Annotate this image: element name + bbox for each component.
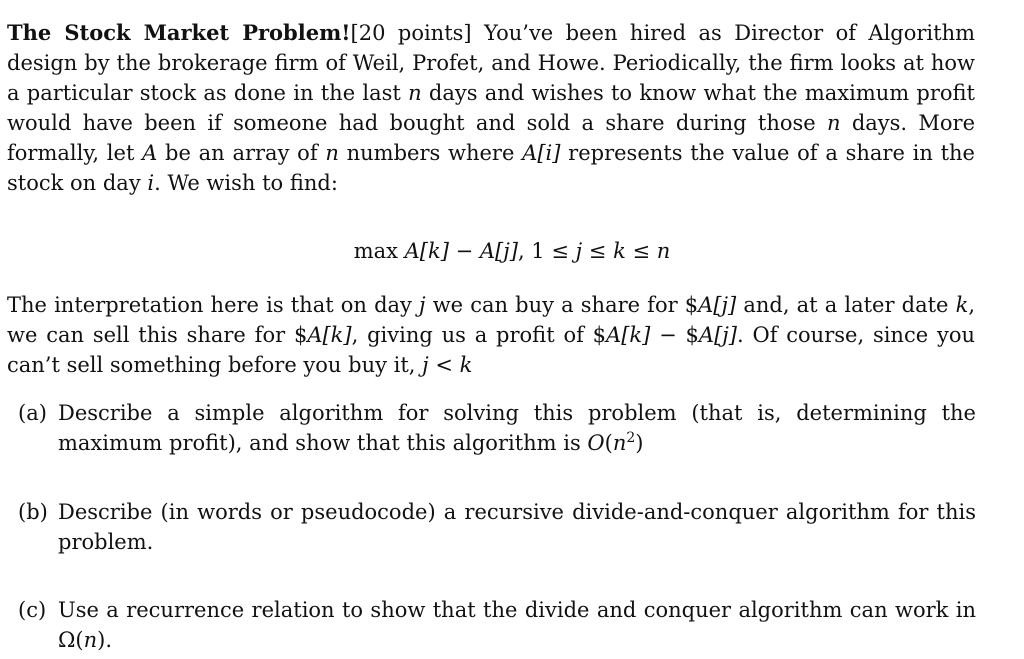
math-j: j [575,239,583,263]
math-Aj: A[j] [698,323,737,347]
part-b [18,497,976,557]
math-k: k [955,293,969,317]
objective-formula [0,236,1024,266]
intro-text: days. More formally, let [7,111,976,165]
part-label: (c) [18,598,47,622]
math-j: j [419,293,426,317]
math-n: n [325,141,339,165]
part-text: Describe a simple algorithm for solving this problem (that is, determining the maximum profit), and show that this algorithm is [58,401,976,455]
math-paren: ). [97,628,113,652]
part-a-text [58,398,976,458]
part-label: (a) [18,401,47,425]
intro-text: numbers where [338,141,523,165]
intro-text: represents the value of a share in the stock on day [7,141,975,195]
math-Ak: A[k] [606,323,651,347]
math-n: n [83,628,98,652]
math-omega: Ω( [58,628,84,652]
math-paren: ( [604,431,613,455]
math-exponent: 2 [626,430,636,446]
math-O: O [587,431,605,455]
intro-text: be an array of [157,141,326,165]
part-c [18,595,976,655]
part-c-text [58,595,976,655]
interpretation-paragraph [7,290,975,380]
formula-cond: ≤ [582,239,614,263]
part-text: Use a recurrence relation to show that the divide and conquer algorithm can work in [58,598,976,622]
math-Ai: A[i] [522,141,561,165]
interp-text: < [428,353,460,377]
interp-text: we can buy a share for $ [425,293,699,317]
math-j: j [422,353,429,377]
interp-text: , we can sell this share for $ [7,293,976,347]
math-n: n [612,431,627,455]
problem-statement [7,18,975,198]
math-n: n [408,81,422,105]
formula-cond: , 1 ≤ [517,239,576,263]
math-k: k [613,239,626,263]
math-i: i [147,171,155,195]
math-paren: ) [635,431,644,455]
formula-minus: − [448,239,480,263]
problem-title: The Stock Market Problem! [7,20,351,45]
math-n: n [656,239,671,263]
interp-text: . Of course, since you can’t sell something before you buy it, [7,323,975,377]
math-Ak: A[k] [307,323,352,347]
math-Aj: A[j] [479,239,518,263]
math-Ak: A[k] [404,239,449,263]
part-a [18,398,976,458]
formula-max: max [353,239,405,263]
intro-text: days and wishes to know what the maximum profit would have been if someone had bought and sold a share during those [7,81,975,135]
intro-text: . We wish to find: [154,171,338,195]
interp-text: and, at a later date [736,293,956,317]
interp-text: , giving us a profit of $ [351,323,607,347]
formula-cond: ≤ [625,239,657,263]
interp-text: The interpretation here is that on day [7,293,420,317]
math-A: A [142,141,158,165]
part-b-text: Describe (in words or pseudocode) a recursive divide-and-conquer algorithm for this problem. [58,500,976,554]
math-n: n [827,111,841,135]
problem-points: [20 points] [350,21,472,45]
math-k: k [459,353,473,377]
interp-text: − $ [650,323,699,347]
math-Aj: A[j] [698,293,737,317]
intro-text: You’ve been hired as Director of Algorithm design by the brokerage firm of Weil, Profet, and Howe. Periodically, the firm looks at how a particular stock as done in the last [7,21,976,105]
part-label: (b) [18,500,48,524]
